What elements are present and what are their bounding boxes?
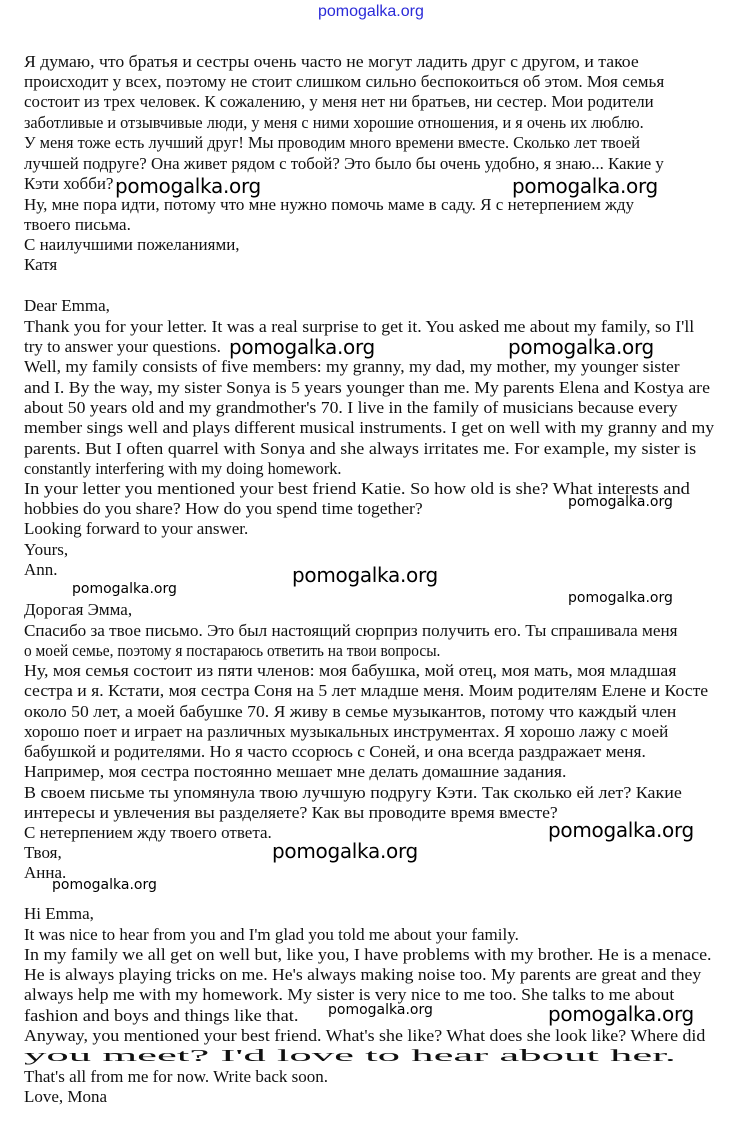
text-line: Ну, мне пора идти, потому что мне нужно помочь маме в саду. Я с нетерпением жду (24, 195, 634, 214)
text-line: Ну, моя семья состоит из пяти членов: моя бабушка, мой отец, моя мать, моя младшая (24, 661, 677, 680)
text-line: заботливые и отзывчивые люди, у меня с ними хорошие отношения, и я очень их люблю. (24, 113, 644, 132)
watermark: pomogalka.org (508, 335, 654, 359)
watermark: pomogalka.org (548, 1002, 694, 1026)
watermark: pomogalka.org (52, 877, 157, 893)
text-line: member sings well and plays different musical instruments. I get on well with my granny and my (24, 418, 715, 437)
text-line: Дорогая Эмма, (24, 600, 133, 619)
text-line: Anyway, you mentioned your best friend. What's she like? What does she look like? Where did (24, 1026, 706, 1045)
watermark: pomogalka.org (328, 1002, 433, 1018)
text-line: интересы и увлечения вы разделяете? Как вы проводите время вместе? (24, 803, 558, 822)
text-line: Спасибо за твое письмо. Это был настоящий сюрприз получить его. Ты спрашивала меня (24, 621, 678, 640)
watermark: pomogalka.org (72, 581, 177, 597)
text-line: constantly interfering with my doing homework. (24, 459, 342, 478)
text-line: бабушкой и родителями. Но я часто ссорюсь с Соней, и она всегда раздражает меня. (24, 742, 646, 761)
text-line: hobbies do you share? How do you spend time together? (24, 499, 423, 518)
text-line: Love, Mona (24, 1087, 108, 1106)
text-line: try to answer your questions. (24, 337, 221, 356)
header-watermark-link[interactable]: pomogalka.org (318, 3, 424, 20)
text-line: твоего письма. (24, 215, 131, 234)
text-line: Анна. (24, 863, 67, 882)
text-line: In your letter you mentioned your best friend Katie. So how old is she? What interests and (24, 479, 690, 498)
watermark: pomogalka.org (548, 818, 694, 842)
text-line: Я думаю, что братья и сестры очень часто не могут ладить друг с другом, и такое (24, 52, 639, 71)
text-line: Ann. (24, 560, 58, 579)
text-line: около 50 лет, а моей бабушке 70. Я живу в семье музыкантов, потому что каждый член (24, 702, 677, 721)
watermark: pomogalka.org (568, 494, 673, 510)
text-line: It was nice to hear from you and I'm glad you told me about your family. (24, 925, 519, 944)
text-line: хорошо поет и играет на различных музыкальных инструментах. Я хорошо лажу с моей (24, 722, 669, 741)
text-line: Well, my family consists of five members: my granny, my dad, my mother, my younger sister (24, 357, 680, 376)
text-line: fashion and boys and things like that. (24, 1006, 299, 1025)
text-line: and I. By the way, my sister Sonya is 5 years younger than me. My parents Elena and Kostya are (24, 378, 710, 397)
text-line: He is always playing tricks on me. He's always making noise too. My parents are great and they (24, 965, 702, 984)
watermark: pomogalka.org (292, 563, 438, 587)
watermark: pomogalka.org (512, 174, 658, 198)
text-line: you meet? I'd love to hear about her. (24, 1046, 676, 1065)
text-line: Кэти хобби? (24, 174, 114, 193)
text-line: always help me with my homework. My sister is very nice to me too. She talks to me about (24, 985, 675, 1004)
text-line: In my family we all get on well but, like you, I have problems with my brother. He is a menace. (24, 945, 712, 964)
watermark: pomogalka.org (272, 839, 418, 863)
text-line: about 50 years old and my grandmother's 70. I live in the family of musicians because every (24, 398, 678, 417)
text-line: происходит у всех, поэтому не стоит слишком сильно беспокоиться об этом. Моя семья (24, 72, 665, 91)
text-line: сестра и я. Кстати, моя сестра Соня на 5 лет младше меня. Моим родителям Елене и Косте (24, 681, 709, 700)
text-line: лучшей подруге? Она живет рядом с тобой? Это было бы очень удобно, я знаю... Какие у (24, 154, 664, 173)
watermark: pomogalka.org (229, 335, 375, 359)
text-line: В своем письме ты упомянула твою лучшую подругу Кэти. Так сколько ей лет? Какие (24, 783, 682, 802)
text-line: Looking forward to your answer. (24, 519, 249, 538)
text-line: состоит из трех человек. К сожалению, у меня нет ни братьев, ни сестер. Мои родители (24, 92, 654, 111)
watermark: pomogalka.org (115, 174, 261, 198)
text-line: о моей семье, поэтому я постараюсь ответить на твои вопросы. (24, 641, 441, 660)
text-line: That's all from me for now. Write back soon. (24, 1067, 329, 1086)
text-line: Катя (24, 255, 58, 274)
text-line: С наилучшими пожеланиями, (24, 235, 240, 254)
text-line: Dear Emma, (24, 296, 110, 315)
text-line: Hi Emma, (24, 904, 94, 923)
text-line: Твоя, (24, 843, 62, 862)
text-line: С нетерпением жду твоего ответа. (24, 823, 272, 842)
watermark: pomogalka.org (568, 590, 673, 606)
text-line: Yours, (24, 540, 69, 559)
text-line: parents. But I often quarrel with Sonya and she always irritates me. For example, my sister is (24, 439, 697, 458)
text-line: Thank you for your letter. It was a real surprise to get it. You asked me about my family, so I'll (24, 317, 695, 336)
text-line: У меня тоже есть лучший друг! Мы проводим много времени вместе. Сколько лет твоей (24, 133, 640, 152)
text-line: Например, моя сестра постоянно мешает мне делать домашние задания. (24, 762, 567, 781)
